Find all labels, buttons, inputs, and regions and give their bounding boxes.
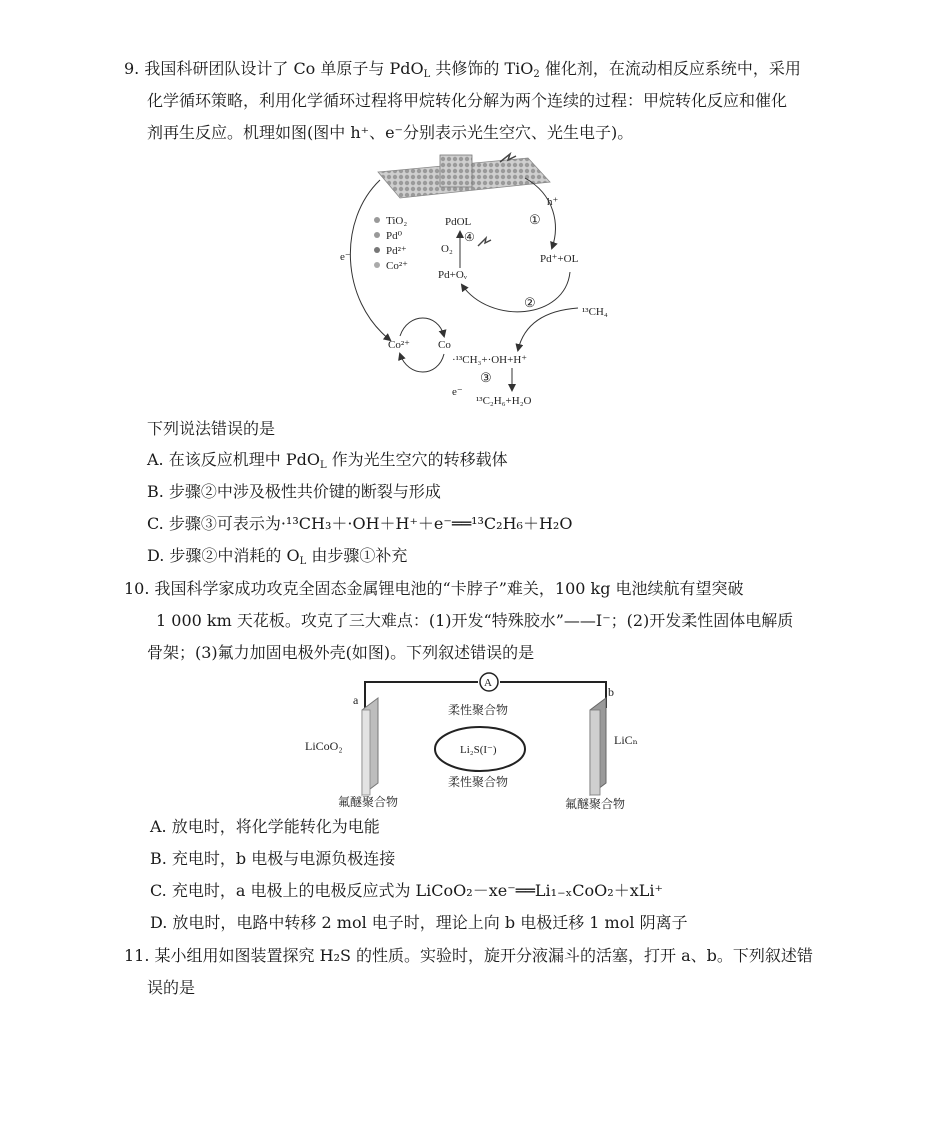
radicals-label: ·¹³CH₃+·OH+H⁺: [452, 354, 528, 366]
q9-stem-line-3: 剂再生反应。机理如图(图中 h⁺、e⁻分别表示光生空穴、光生电子)。: [147, 123, 634, 142]
step2-arrow: [462, 272, 570, 312]
co-cycle-top: [400, 318, 444, 336]
wire-right: [500, 682, 606, 708]
legend-dot-pd2: [374, 247, 380, 253]
catalyst-cluster: [440, 155, 472, 187]
co2plus-label: Co²⁺: [388, 339, 410, 351]
q9-question: 下列说法错误的是: [147, 419, 276, 438]
q9-option-a[interactable]: A. 在该反应机理中 PdO$_L$ 作为光生空穴的转移载体: [147, 450, 508, 471]
q9-stem-line-1: 9. 我国科研团队设计了 Co 单原子与 PdO$_L$ 共修饰的 TiO$_2$ 催化剂，在流动相反应系统中，采用: [124, 59, 801, 80]
ammeter-label: A: [484, 677, 492, 689]
legend-dot-co2: [374, 262, 380, 268]
step3-label: ③: [480, 370, 492, 385]
step4-label: ④: [464, 230, 475, 244]
polymer-top-label: 柔性聚合物: [448, 703, 509, 717]
q9-option-c[interactable]: C. 步骤③可表示为·¹³CH₃＋·OH＋H⁺＋e⁻══¹³C₂H₆＋H₂O: [147, 514, 573, 533]
li2s-label: Li₂S(I⁻): [460, 744, 497, 756]
electrode-a-label: a: [353, 693, 359, 707]
pdplus-ol-label: Pd⁺+OL: [540, 253, 579, 265]
q10-battery-diagram: [300, 668, 650, 818]
q9-option-b[interactable]: B. 步骤②中涉及极性共价键的断裂与形成: [147, 482, 441, 501]
q9-stem-line-2: 化学循环策略，利用化学循环过程将甲烷转化分解为两个连续的过程：甲烷转化反应和催化: [147, 91, 788, 110]
legend-pd2: Pd²⁺: [386, 245, 407, 257]
o2-label: O₂: [441, 243, 453, 255]
q10-stem-line-3: 骨架；(3)氟力加固电极外壳(如图)。下列叙述错误的是: [147, 643, 535, 662]
legend-dot-tio2: [374, 217, 380, 223]
eminus-label: e⁻: [340, 251, 351, 263]
q10-option-d[interactable]: D. 放电时，电路中转移 2 mol 电子时，理论上向 b 电极迁移 1 mol 阴离子: [150, 913, 688, 932]
fluoro-right-label: 氟醚聚合物: [565, 797, 626, 811]
licn-label: LiCₙ: [614, 733, 638, 747]
q9-mechanism-diagram: [320, 150, 640, 410]
pdol-label: PdOL: [445, 216, 472, 228]
legend-pd0: Pd⁰: [386, 230, 403, 242]
eminus2-label: e⁻: [452, 386, 463, 398]
co-label: Co: [438, 339, 451, 351]
products-label: ¹³C₂H₆+H₂O: [476, 395, 532, 407]
polymer-bottom-label: 柔性聚合物: [448, 775, 509, 789]
ch4-arrow: [518, 308, 578, 350]
hplus-label: h⁺: [547, 196, 559, 208]
q10-stem-line-1: 10. 我国科学家成功攻克全固态金属锂电池的“卡脖子”难关，100 kg 电池续航有望突破: [124, 579, 744, 598]
eminus-arrow: [350, 180, 390, 340]
legend-dot-pd0: [374, 232, 380, 238]
electrode-b-face: [590, 710, 600, 795]
q10-stem-line-2: 1 000 km 天花板。攻克了三大难点：(1)开发“特殊胶水”——I⁻；(2)开发柔性固体电解质: [156, 611, 794, 630]
q10-option-c[interactable]: C. 充电时，a 电极上的电极反应式为 LiCoO₂－xe⁻══Li₁₋ₓCoO₂＋xLi⁺: [150, 881, 663, 900]
light-icon-2: [478, 238, 491, 246]
q10-option-b[interactable]: B. 充电时，b 电极与电源负极连接: [150, 849, 396, 868]
licoo2-label: LiCoO₂: [305, 739, 343, 753]
fluoro-left-label: 氟醚聚合物: [338, 795, 399, 809]
electrode-a-face: [362, 710, 370, 795]
q11-stem-line-2: 误的是: [147, 978, 196, 997]
co-cycle-bottom: [400, 354, 444, 372]
q10-option-a[interactable]: A. 放电时，将化学能转化为电能: [150, 817, 380, 836]
legend-tio2: TiO₂: [386, 215, 408, 227]
electrode-b-label: b: [608, 685, 614, 699]
q9-option-d[interactable]: D. 步骤②中消耗的 $O_L$ 由步骤①补充: [147, 546, 408, 567]
ch4-label: ¹³CH₄: [582, 306, 608, 318]
step2-label: ②: [524, 295, 536, 310]
q11-stem-line-1: 11. 某小组用如图装置探究 H₂S 的性质。实验时，旋开分液漏斗的活塞，打开 a、b。下列叙述错: [124, 946, 813, 965]
legend-co2: Co²⁺: [386, 260, 408, 272]
pd-ov-label: Pd+Oᵥ: [438, 269, 467, 281]
step1-label: ①: [529, 212, 541, 227]
